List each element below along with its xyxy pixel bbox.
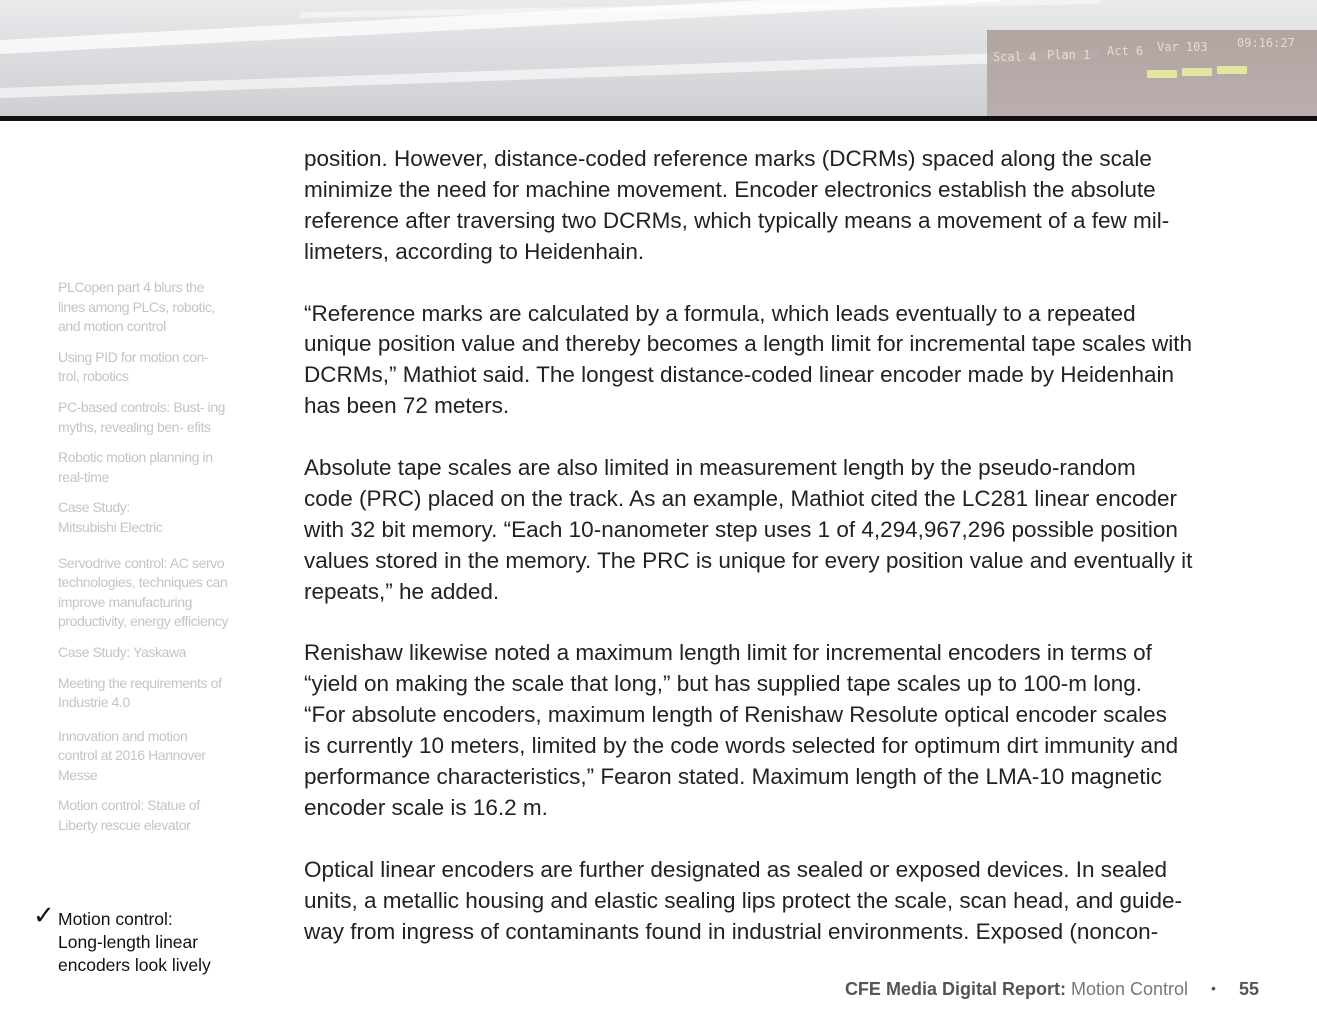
sidebar-link[interactable]: Servodrive control: AC servo technologies, techniques can improve manufacturing productivity, energy efficiency bbox=[58, 554, 228, 630]
board-text: Act 6 bbox=[1107, 44, 1144, 58]
paragraph-line: has been 72 meters. bbox=[304, 393, 510, 419]
paragraph-line: units, a metallic housing and elastic sealing lips protect the scale, scan head, and guide- bbox=[304, 887, 1183, 913]
paragraph-line: way from ingress of contaminants found in industrial environments. Exposed (noncon- bbox=[304, 918, 1159, 944]
check-icon: ✓ bbox=[33, 901, 55, 931]
ceiling-beam bbox=[0, 50, 1100, 98]
board-led bbox=[1182, 68, 1212, 76]
header-banner-image bbox=[0, 0, 1317, 116]
paragraph-line: repeats,” he added. bbox=[304, 578, 500, 604]
page-number: 55 bbox=[1238, 979, 1259, 999]
sidebar-link[interactable]: Case Study: Mitsubishi Electric bbox=[58, 499, 163, 535]
paragraph-line: position. However, distance-coded reference marks (DCRMs) spaced along the scale bbox=[304, 146, 1152, 171]
paragraph-line: unique position value and thereby becomes a length limit for incremental tape scales with bbox=[304, 331, 1193, 357]
paragraph-line: with 32 bit memory. “Each 10-nanometer step uses 1 of 4,294,967,296 possible position bbox=[304, 516, 1178, 542]
report-label: CFE Media Digital Report: bbox=[844, 979, 1066, 999]
sidebar-nav bbox=[58, 278, 238, 847]
sidebar-link[interactable]: Robotic motion planning in real-time bbox=[58, 449, 213, 485]
paragraph-line: performance characteristics,” Fearon stated. Maximum length of the LMA-10 magnetic bbox=[304, 764, 1162, 790]
page-footer bbox=[845, 979, 1259, 1000]
board-text: Plan 1 bbox=[1047, 48, 1091, 62]
board-text: Scal 4 bbox=[993, 50, 1037, 64]
paragraph-line: Optical linear encoders are further designated as sealed or exposed devices. In sealed bbox=[304, 856, 1168, 882]
board-text: Var 103 bbox=[1157, 40, 1208, 54]
paragraph-line: limeters, according to Heidenhain. bbox=[304, 238, 645, 264]
paragraph-line: values stored in the memory. The PRC is unique for every position value and eventually it bbox=[304, 547, 1193, 573]
article-body bbox=[304, 144, 1266, 978]
article-paragraph bbox=[304, 299, 1266, 423]
sidebar-link[interactable]: Innovation and motion control at 2016 Hannover Messe bbox=[58, 727, 206, 783]
paragraph-line: “yield on making the scale that long,” but has supplied tape scales up to 100-m long. bbox=[304, 671, 1143, 697]
paragraph-line: “For absolute encoders, maximum length of Renishaw Resolute optical encoder scales bbox=[304, 702, 1167, 728]
footer-separator: • bbox=[1211, 980, 1216, 996]
paragraph-line: reference after traversing two DCRMs, which typically means a movement of a few mil- bbox=[304, 207, 1170, 233]
sidebar-link[interactable]: PLCopen part 4 blurs the lines among PLCs, robotic, and motion control bbox=[58, 279, 215, 335]
paragraph-line: minimize the need for machine movement. Encoder electronics establish the absolute bbox=[304, 176, 1156, 202]
paragraph-line: is currently 10 meters, limited by the code words selected for optimum dirt immunity and bbox=[304, 733, 1179, 759]
paragraph-line: code (PRC) placed on the track. As an example, Mathiot cited the LC281 linear encoder bbox=[304, 485, 1177, 511]
paragraph-line: “Reference marks are calculated by a formula, which leads eventually to a repeated bbox=[304, 300, 1136, 326]
report-topic: Motion Control bbox=[1070, 979, 1189, 999]
paragraph-line: DCRMs,” Mathiot said. The longest distance-coded linear encoder made by Heidenhain bbox=[304, 362, 1175, 388]
header-rule bbox=[0, 116, 1317, 121]
sidebar-link[interactable]: Motion control: Statue of Liberty rescue elevator bbox=[58, 797, 200, 834]
article-paragraph bbox=[304, 144, 1266, 268]
board-text: 09:16:27 bbox=[1237, 36, 1295, 50]
article-paragraph bbox=[304, 453, 1266, 608]
sidebar-link[interactable]: Meeting the requirements of Industrie 4.0 bbox=[58, 674, 222, 711]
board-led bbox=[1217, 66, 1247, 74]
article-paragraph bbox=[304, 638, 1266, 823]
sidebar-current-article[interactable]: Motion control: Long-length linear encoders look lively bbox=[58, 909, 211, 975]
board-led bbox=[1147, 70, 1177, 78]
sidebar-link[interactable]: PC-based controls: Bust- ing myths, revealing ben- efits bbox=[58, 398, 225, 435]
article-paragraph bbox=[304, 855, 1266, 948]
sidebar-link[interactable]: Case Study: Yaskawa bbox=[58, 643, 187, 660]
sidebar-link[interactable]: Using PID for motion con- trol, robotics bbox=[58, 348, 209, 385]
paragraph-line: Absolute tape scales are also limited in measurement length by the pseudo-random bbox=[304, 455, 1136, 481]
display-board bbox=[987, 30, 1317, 116]
paragraph-line: Renishaw likewise noted a maximum length limit for incremental encoders in terms of bbox=[304, 640, 1152, 666]
paragraph-line: encoder scale is 16.2 m. bbox=[304, 794, 548, 820]
